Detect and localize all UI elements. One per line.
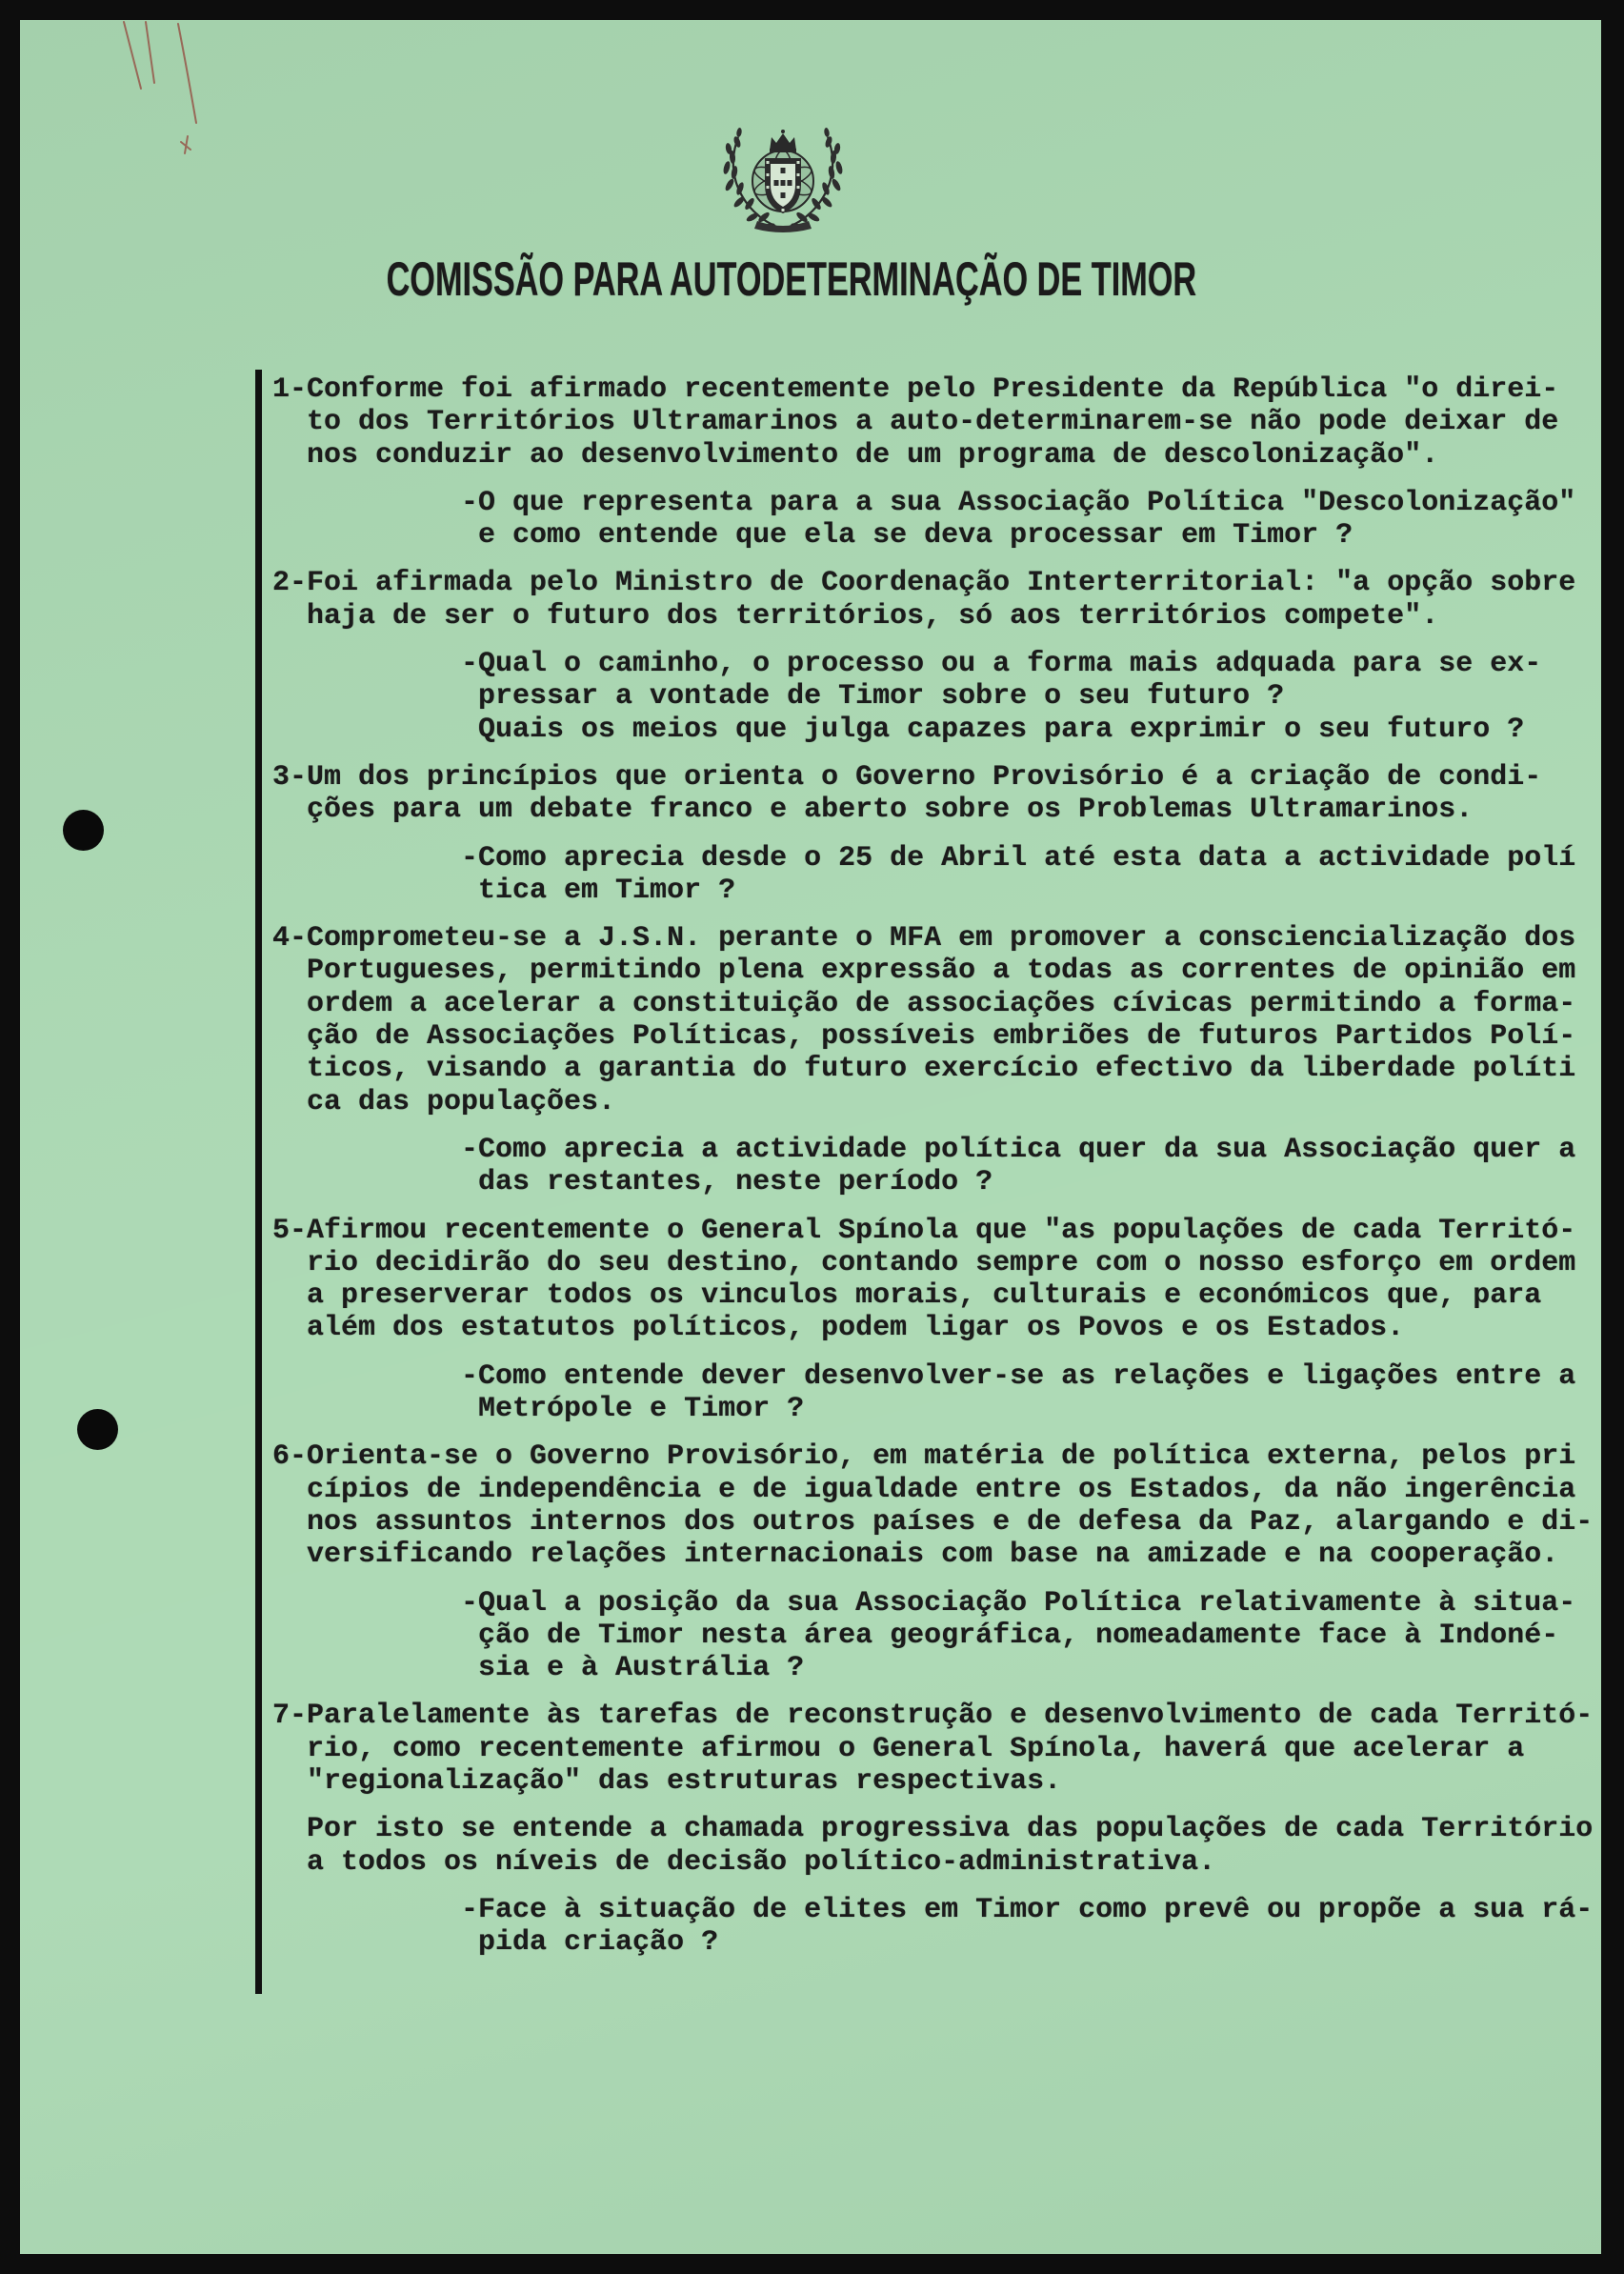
question-6-prompt-line: sia e à Austrália ?: [478, 1652, 805, 1685]
question-7: [272, 1700, 1598, 1798]
question-2-line: haja de ser o futuro dos territórios, só aos territórios compete".: [307, 599, 1439, 633]
question-4-line: ordem a acelerar a constituição de associações cívicas permitindo a forma-: [307, 987, 1576, 1020]
question-5-line: além dos estatutos políticos, podem ligar os Povos e os Estados.: [307, 1312, 1405, 1345]
handwritten-marks: [120, 20, 215, 172]
question-4-prompt-line: -Como aprecia a actividade política quer da sua Associação quer a: [461, 1133, 1576, 1166]
question-5-prompt-line: -Como entende dever desenvolver-se as relações e ligações entre a: [461, 1359, 1576, 1393]
question-3-prompt: [272, 842, 1598, 908]
question-6-prompt-line: ção de Timor nesta área geográfica, nomeadamente face à Indoné-: [478, 1619, 1559, 1652]
question-1-prompt-line: -O que representa para a sua Associação Política "Descolonização": [461, 486, 1576, 519]
question-7-note-line: Por isto se entende a chamada progressiva das populações de cada Território: [307, 1813, 1594, 1846]
question-3-line: ções para um debate franco e aberto sobre os Problemas Ultramarinos.: [307, 794, 1474, 827]
question-6-line: 6-Orienta-se o Governo Provisório, em matéria de política externa, pelos pri: [272, 1440, 1576, 1474]
question-1-line: nos conduzir ao desenvolvimento de um programa de descolonização".: [307, 438, 1439, 472]
question-6-line: versificando relações internacionais com base na amizade e na cooperação.: [307, 1539, 1559, 1572]
question-3-prompt-line: tica em Timor ?: [478, 874, 736, 907]
question-7-prompt-line: pida criação ?: [478, 1926, 719, 1960]
margin-rule: [255, 370, 262, 1994]
question-5-prompt: [272, 1360, 1598, 1426]
question-1: [272, 373, 1598, 472]
question-5-line: a preserverar todos os vinculos morais, culturais e económicos que, para: [307, 1279, 1542, 1313]
question-5: [272, 1215, 1598, 1345]
question-2-prompt-line: pressar a vontade de Timor sobre o seu futuro ?: [478, 680, 1285, 714]
coat-of-arms-icon: [721, 126, 845, 236]
question-7-line: "regionalização" das estruturas respectivas.: [307, 1764, 1062, 1798]
document-title: COMISSÃO PARA AUTODETERMINAÇÃO DE TIMOR: [386, 252, 1197, 306]
question-6-line: cípios de independência e de igualdade entre os Estados, da não ingerência: [307, 1473, 1576, 1506]
question-4-line: ção de Associações Políticas, possíveis embriões de futuros Partidos Polí-: [307, 1020, 1576, 1054]
question-5-prompt-line: Metrópole e Timor ?: [478, 1393, 805, 1426]
question-7-note-line: a todos os níveis de decisão político-administrativa.: [307, 1845, 1216, 1879]
question-7-prompt-line: -Face à situação de elites em Timor como prevê ou propõe a sua rá-: [461, 1893, 1594, 1926]
question-6: [272, 1440, 1598, 1571]
punch-hole-top: [63, 810, 104, 851]
question-3-prompt-line: -Como aprecia desde o 25 de Abril até esta data a actividade polí: [461, 841, 1576, 875]
question-7-line: 7-Paralelamente às tarefas de reconstrução e desenvolvimento de cada Territó-: [272, 1700, 1594, 1733]
question-4-line: Portugueses, permitindo plena expressão a todas as correntes de opinião em: [307, 955, 1576, 988]
document-sheet: [20, 20, 1601, 2254]
title-block: [125, 252, 1458, 306]
question-7-line: rio, como recentemente afirmou o General Spínola, haverá que acelerar a: [307, 1732, 1525, 1765]
question-4: [272, 922, 1598, 1118]
question-4-prompt-line: das restantes, neste período ?: [478, 1166, 993, 1199]
question-1-prompt: [272, 487, 1598, 553]
question-1-line: 1-Conforme foi afirmado recentemente pelo Presidente da República "o direi-: [272, 373, 1559, 406]
question-6-prompt-line: -Qual a posição da sua Associação Política relativamente à situa-: [461, 1586, 1576, 1620]
question-5-line: 5-Afirmou recentemente o General Spínola que "as populações de cada Territó-: [272, 1214, 1576, 1247]
questionnaire-body: [272, 373, 1598, 1959]
question-6-prompt: [272, 1587, 1598, 1685]
question-3: [272, 761, 1598, 827]
question-2: [272, 567, 1598, 633]
question-4-line: ca das populações.: [307, 1085, 616, 1118]
question-2-line: 2-Foi afirmada pelo Ministro de Coordenação Interterritorial: "a opção sobre: [272, 567, 1576, 600]
question-2-prompt: [272, 648, 1598, 746]
question-4-line: 4-Comprometeu-se a J.S.N. perante o MFA em promover a consciencialização dos: [272, 922, 1576, 956]
question-1-prompt-line: e como entende que ela se deva processar em Timor ?: [478, 519, 1353, 553]
question-4-line: ticos, visando a garantia do futuro exercício efectivo da liberdade políti: [307, 1053, 1576, 1086]
question-4-prompt: [272, 1134, 1598, 1199]
question-5-line: rio decidirão do seu destino, contando sempre com o nosso esforço em ordem: [307, 1246, 1576, 1279]
question-7-prompt: [272, 1894, 1598, 1960]
question-2-prompt-line: Quais os meios que julga capazes para exprimir o seu futuro ?: [478, 713, 1525, 746]
question-2-prompt-line: -Qual o caminho, o processo ou a forma mais adquada para se ex-: [461, 648, 1542, 681]
question-7-note: [272, 1813, 1598, 1879]
question-3-line: 3-Um dos princípios que orienta o Governo Provisório é a criação de condi-: [272, 760, 1542, 794]
question-6-line: nos assuntos internos dos outros países e de defesa da Paz, alargando e di-: [307, 1505, 1594, 1539]
question-1-line: to dos Territórios Ultramarinos a auto-determinarem-se não pode deixar de: [307, 406, 1559, 439]
punch-hole-bottom: [77, 1409, 118, 1450]
